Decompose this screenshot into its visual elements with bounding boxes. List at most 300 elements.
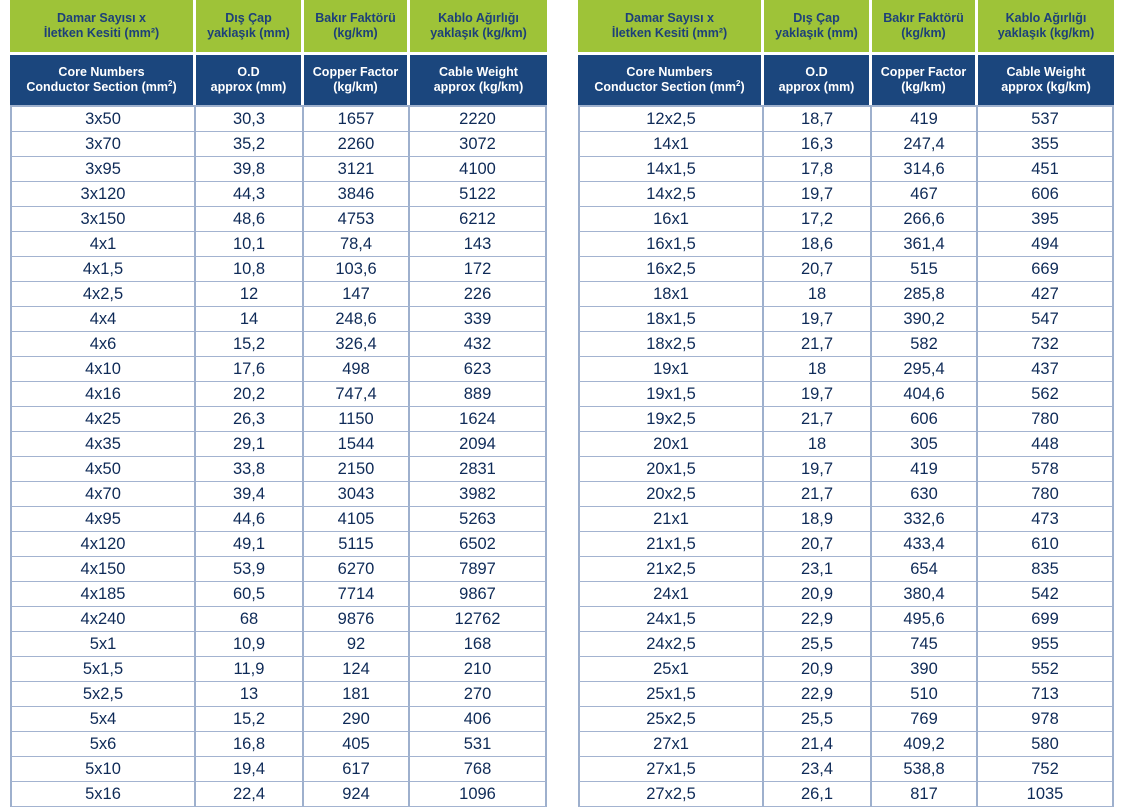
cell-outer-diameter: 21,4	[764, 732, 872, 757]
cell-core-section: 4x50	[10, 457, 196, 482]
cell-copper-factor: 78,4	[304, 232, 410, 257]
cell-outer-diameter: 15,2	[196, 707, 304, 732]
header-od-tr: Dış Çap yaklaşık (mm)	[764, 0, 872, 55]
table-row	[578, 207, 1114, 232]
cell-copper-factor: 6270	[304, 557, 410, 582]
cell-copper-factor: 747,4	[304, 382, 410, 407]
cell-outer-diameter: 26,1	[764, 782, 872, 807]
table-row	[10, 457, 547, 482]
table-row	[10, 157, 547, 182]
table-row	[578, 105, 1114, 132]
header-core-en: Core Numbers Conductor Section $(mm^2)$	[578, 55, 764, 105]
header-od-en: O.D approx (mm)	[196, 55, 304, 105]
table-row	[10, 407, 547, 432]
cell-cable-weight: 547	[978, 307, 1114, 332]
cell-cable-weight: 143	[410, 232, 547, 257]
table-row	[578, 132, 1114, 157]
table-row	[10, 782, 547, 807]
cell-core-section: 4x10	[10, 357, 196, 382]
cell-cable-weight: 780	[978, 482, 1114, 507]
cell-core-section: 27x1,5	[578, 757, 764, 782]
cell-cable-weight: 451	[978, 157, 1114, 182]
cell-cable-weight: 168	[410, 632, 547, 657]
cell-copper-factor: 405	[304, 732, 410, 757]
cell-copper-factor: 404,6	[872, 382, 978, 407]
cell-copper-factor: 247,4	[872, 132, 978, 157]
cell-outer-diameter: 19,7	[764, 457, 872, 482]
cell-copper-factor: 515	[872, 257, 978, 282]
header-copper-factor-en: Copper Factor (kg/km)	[872, 55, 978, 105]
table-row	[578, 707, 1114, 732]
cell-copper-factor: 326,4	[304, 332, 410, 357]
cell-copper-factor: 3043	[304, 482, 410, 507]
table-row	[578, 582, 1114, 607]
cell-cable-weight: 448	[978, 432, 1114, 457]
table-row	[578, 382, 1114, 407]
cell-core-section: 25x1,5	[578, 682, 764, 707]
table-row	[578, 632, 1114, 657]
cell-core-section: 21x1,5	[578, 532, 764, 557]
cell-outer-diameter: 33,8	[196, 457, 304, 482]
header-cable-weight-tr: Kablo Ağırlığı yaklaşık (kg/km)	[410, 0, 547, 55]
cell-outer-diameter: 26,3	[196, 407, 304, 432]
cell-core-section: 21x2,5	[578, 557, 764, 582]
cell-outer-diameter: 20,2	[196, 382, 304, 407]
cell-cable-weight: 395	[978, 207, 1114, 232]
cell-cable-weight: 1035	[978, 782, 1114, 807]
cell-core-section: 3x150	[10, 207, 196, 232]
table-row	[578, 557, 1114, 582]
cell-core-section: 4x2,5	[10, 282, 196, 307]
cell-copper-factor: 285,8	[872, 282, 978, 307]
cell-copper-factor: 3846	[304, 182, 410, 207]
cell-cable-weight: 473	[978, 507, 1114, 532]
cell-cable-weight: 355	[978, 132, 1114, 157]
cell-cable-weight: 494	[978, 232, 1114, 257]
cell-outer-diameter: 22,9	[764, 607, 872, 632]
cell-core-section: 5x16	[10, 782, 196, 807]
cell-core-section: 4x16	[10, 382, 196, 407]
cell-cable-weight: 537	[978, 105, 1114, 132]
table-row	[10, 232, 547, 257]
cell-core-section: 5x10	[10, 757, 196, 782]
cell-outer-diameter: 19,4	[196, 757, 304, 782]
cell-copper-factor: 617	[304, 757, 410, 782]
cell-copper-factor: 817	[872, 782, 978, 807]
table-row	[10, 657, 547, 682]
cell-cable-weight: 580	[978, 732, 1114, 757]
cell-outer-diameter: 18	[764, 282, 872, 307]
header-copper-factor-en: Copper Factor (kg/km)	[304, 55, 410, 105]
table-row	[578, 532, 1114, 557]
cell-copper-factor: 582	[872, 332, 978, 357]
cell-copper-factor: 390,2	[872, 307, 978, 332]
table-row	[578, 457, 1114, 482]
table-row	[578, 782, 1114, 807]
cell-core-section: 4x240	[10, 607, 196, 632]
cell-cable-weight: 4100	[410, 157, 547, 182]
cell-outer-diameter: 39,8	[196, 157, 304, 182]
cell-copper-factor: 2150	[304, 457, 410, 482]
cell-cable-weight: 752	[978, 757, 1114, 782]
cell-core-section: 24x1	[578, 582, 764, 607]
cell-outer-diameter: 68	[196, 607, 304, 632]
cell-core-section: 4x95	[10, 507, 196, 532]
cell-core-section: 20x2,5	[578, 482, 764, 507]
cell-core-section: 5x1	[10, 632, 196, 657]
cell-copper-factor: 295,4	[872, 357, 978, 382]
cell-cable-weight: 3072	[410, 132, 547, 157]
cell-copper-factor: 409,2	[872, 732, 978, 757]
cell-copper-factor: 433,4	[872, 532, 978, 557]
cell-cable-weight: 226	[410, 282, 547, 307]
cell-core-section: 14x1	[578, 132, 764, 157]
cell-cable-weight: 542	[978, 582, 1114, 607]
cell-outer-diameter: 48,6	[196, 207, 304, 232]
cell-cable-weight: 270	[410, 682, 547, 707]
table-row	[578, 432, 1114, 457]
cell-copper-factor: 5115	[304, 532, 410, 557]
cell-core-section: 18x1	[578, 282, 764, 307]
cell-core-section: 3x50	[10, 105, 196, 132]
cell-copper-factor: 305	[872, 432, 978, 457]
table-row	[578, 682, 1114, 707]
cell-copper-factor: 498	[304, 357, 410, 382]
cable-table-right	[578, 0, 1114, 807]
table-row	[578, 182, 1114, 207]
cell-outer-diameter: 39,4	[196, 482, 304, 507]
cell-core-section: 21x1	[578, 507, 764, 532]
cell-core-section: 3x95	[10, 157, 196, 182]
cell-copper-factor: 103,6	[304, 257, 410, 282]
table-row	[10, 432, 547, 457]
header-copper-factor-tr: Bakır Faktörü (kg/km)	[872, 0, 978, 55]
table-row	[578, 657, 1114, 682]
table-row	[10, 105, 547, 132]
cell-outer-diameter: 49,1	[196, 532, 304, 557]
table-body-right	[578, 105, 1114, 807]
cell-outer-diameter: 19,7	[764, 307, 872, 332]
cell-cable-weight: 955	[978, 632, 1114, 657]
cell-cable-weight: 406	[410, 707, 547, 732]
cell-outer-diameter: 19,7	[764, 382, 872, 407]
cell-cable-weight: 699	[978, 607, 1114, 632]
cell-core-section: 4x35	[10, 432, 196, 457]
cell-core-section: 4x150	[10, 557, 196, 582]
cell-core-section: 5x4	[10, 707, 196, 732]
cell-outer-diameter: 53,9	[196, 557, 304, 582]
table-row	[578, 757, 1114, 782]
cell-copper-factor: 332,6	[872, 507, 978, 532]
cell-cable-weight: 172	[410, 257, 547, 282]
cell-core-section: 25x2,5	[578, 707, 764, 732]
cell-outer-diameter: 10,8	[196, 257, 304, 282]
cell-cable-weight: 2220	[410, 105, 547, 132]
cell-cable-weight: 6212	[410, 207, 547, 232]
header-row-english	[578, 55, 1114, 105]
cell-outer-diameter: 60,5	[196, 582, 304, 607]
cell-core-section: 4x25	[10, 407, 196, 432]
cell-copper-factor: 290	[304, 707, 410, 732]
cell-cable-weight: 432	[410, 332, 547, 357]
cell-outer-diameter: 22,9	[764, 682, 872, 707]
table-row	[578, 332, 1114, 357]
cell-outer-diameter: 20,9	[764, 657, 872, 682]
cell-cable-weight: 3982	[410, 482, 547, 507]
cell-copper-factor: 380,4	[872, 582, 978, 607]
cell-outer-diameter: 25,5	[764, 707, 872, 732]
cell-copper-factor: 467	[872, 182, 978, 207]
cell-copper-factor: 92	[304, 632, 410, 657]
cell-outer-diameter: 18	[764, 432, 872, 457]
cell-cable-weight: 768	[410, 757, 547, 782]
cell-copper-factor: 630	[872, 482, 978, 507]
cell-core-section: 18x1,5	[578, 307, 764, 332]
cell-outer-diameter: 15,2	[196, 332, 304, 357]
cell-cable-weight: 889	[410, 382, 547, 407]
cell-outer-diameter: 12	[196, 282, 304, 307]
cell-outer-diameter: 25,5	[764, 632, 872, 657]
cell-copper-factor: 654	[872, 557, 978, 582]
cell-cable-weight: 7897	[410, 557, 547, 582]
table-row	[578, 482, 1114, 507]
table-row	[10, 307, 547, 332]
table-row	[10, 607, 547, 632]
cell-cable-weight: 562	[978, 382, 1114, 407]
cell-core-section: 12x2,5	[578, 105, 764, 132]
table-row	[10, 757, 547, 782]
cell-core-section: 20x1	[578, 432, 764, 457]
cell-outer-diameter: 17,8	[764, 157, 872, 182]
table-row	[10, 382, 547, 407]
table-row	[10, 707, 547, 732]
cell-copper-factor: 248,6	[304, 307, 410, 332]
table-row	[578, 507, 1114, 532]
cell-outer-diameter: 18,7	[764, 105, 872, 132]
cell-cable-weight: 610	[978, 532, 1114, 557]
cell-cable-weight: 339	[410, 307, 547, 332]
cell-core-section: 4x1	[10, 232, 196, 257]
cell-copper-factor: 1150	[304, 407, 410, 432]
table-row	[10, 332, 547, 357]
cell-outer-diameter: 10,9	[196, 632, 304, 657]
cell-core-section: 4x120	[10, 532, 196, 557]
cell-copper-factor: 606	[872, 407, 978, 432]
cell-cable-weight: 2094	[410, 432, 547, 457]
cell-copper-factor: 361,4	[872, 232, 978, 257]
cell-copper-factor: 4753	[304, 207, 410, 232]
header-core-tr: Damar Sayısı x İletken Kesiti (mm²)	[578, 0, 764, 55]
table-row	[10, 207, 547, 232]
cell-core-section: 20x1,5	[578, 457, 764, 482]
cell-cable-weight: 713	[978, 682, 1114, 707]
cell-core-section: 27x2,5	[578, 782, 764, 807]
cell-core-section: 19x1,5	[578, 382, 764, 407]
table-row	[10, 357, 547, 382]
cell-cable-weight: 835	[978, 557, 1114, 582]
cell-outer-diameter: 18,6	[764, 232, 872, 257]
cell-core-section: 18x2,5	[578, 332, 764, 357]
cell-cable-weight: 606	[978, 182, 1114, 207]
cell-core-section: 16x2,5	[578, 257, 764, 282]
table-row	[10, 682, 547, 707]
cell-outer-diameter: 29,1	[196, 432, 304, 457]
cell-cable-weight: 5122	[410, 182, 547, 207]
table-row	[578, 232, 1114, 257]
cell-copper-factor: 7714	[304, 582, 410, 607]
cell-cable-weight: 531	[410, 732, 547, 757]
cell-copper-factor: 2260	[304, 132, 410, 157]
cell-outer-diameter: 18	[764, 357, 872, 382]
cell-copper-factor: 924	[304, 782, 410, 807]
cell-core-section: 3x70	[10, 132, 196, 157]
cell-outer-diameter: 11,9	[196, 657, 304, 682]
cell-core-section: 4x6	[10, 332, 196, 357]
table-row	[10, 632, 547, 657]
cell-outer-diameter: 17,6	[196, 357, 304, 382]
cell-copper-factor: 419	[872, 105, 978, 132]
table-row	[578, 357, 1114, 382]
cell-outer-diameter: 44,6	[196, 507, 304, 532]
cell-copper-factor: 314,6	[872, 157, 978, 182]
table-row	[578, 257, 1114, 282]
cell-outer-diameter: 16,3	[764, 132, 872, 157]
cell-core-section: 27x1	[578, 732, 764, 757]
cell-copper-factor: 510	[872, 682, 978, 707]
cell-copper-factor: 181	[304, 682, 410, 707]
header-row-english	[10, 55, 547, 105]
cell-copper-factor: 4105	[304, 507, 410, 532]
table-row	[578, 307, 1114, 332]
cell-outer-diameter: 21,7	[764, 407, 872, 432]
cell-core-section: 16x1	[578, 207, 764, 232]
table-row	[10, 557, 547, 582]
cell-cable-weight: 552	[978, 657, 1114, 682]
cell-outer-diameter: 20,7	[764, 532, 872, 557]
cell-outer-diameter: 18,9	[764, 507, 872, 532]
cell-core-section: 19x1	[578, 357, 764, 382]
cell-core-section: 3x120	[10, 182, 196, 207]
cell-cable-weight: 669	[978, 257, 1114, 282]
cell-outer-diameter: 13	[196, 682, 304, 707]
table-row	[578, 732, 1114, 757]
cell-cable-weight: 9867	[410, 582, 547, 607]
table-row	[10, 507, 547, 532]
cell-core-section: 24x2,5	[578, 632, 764, 657]
cell-outer-diameter: 14	[196, 307, 304, 332]
cell-copper-factor: 3121	[304, 157, 410, 182]
table-row	[578, 157, 1114, 182]
header-cable-weight-en: Cable Weight approx (kg/km)	[978, 55, 1114, 105]
cell-outer-diameter: 21,7	[764, 482, 872, 507]
table-row	[10, 532, 547, 557]
cell-core-section: 4x1,5	[10, 257, 196, 282]
cable-table-left	[10, 0, 547, 807]
cell-outer-diameter: 35,2	[196, 132, 304, 157]
cell-copper-factor: 147	[304, 282, 410, 307]
cell-cable-weight: 623	[410, 357, 547, 382]
cell-copper-factor: 769	[872, 707, 978, 732]
cell-core-section: 5x6	[10, 732, 196, 757]
table-row	[10, 282, 547, 307]
cell-copper-factor: 266,6	[872, 207, 978, 232]
cell-outer-diameter: 19,7	[764, 182, 872, 207]
cell-core-section: 5x1,5	[10, 657, 196, 682]
table-row	[10, 732, 547, 757]
cell-cable-weight: 978	[978, 707, 1114, 732]
table-row	[10, 582, 547, 607]
cell-cable-weight: 427	[978, 282, 1114, 307]
cell-core-section: 25x1	[578, 657, 764, 682]
cell-copper-factor: 745	[872, 632, 978, 657]
header-od-tr: Dış Çap yaklaşık (mm)	[196, 0, 304, 55]
cell-cable-weight: 437	[978, 357, 1114, 382]
cell-copper-factor: 124	[304, 657, 410, 682]
cell-core-section: 4x185	[10, 582, 196, 607]
cell-core-section: 14x2,5	[578, 182, 764, 207]
cell-cable-weight: 780	[978, 407, 1114, 432]
header-core-en: Core Numbers Conductor Section $(mm^2)$	[10, 55, 196, 105]
cell-core-section: 14x1,5	[578, 157, 764, 182]
header-core-tr: Damar Sayısı x İletken Kesiti (mm²)	[10, 0, 196, 55]
cell-outer-diameter: 21,7	[764, 332, 872, 357]
cell-copper-factor: 9876	[304, 607, 410, 632]
cell-outer-diameter: 17,2	[764, 207, 872, 232]
header-cable-weight-en: Cable Weight approx (kg/km)	[410, 55, 547, 105]
cell-outer-diameter: 16,8	[196, 732, 304, 757]
table-row	[10, 257, 547, 282]
table-row	[578, 282, 1114, 307]
table-row	[10, 132, 547, 157]
cell-outer-diameter: 20,7	[764, 257, 872, 282]
table-row	[10, 482, 547, 507]
cell-cable-weight: 210	[410, 657, 547, 682]
cell-cable-weight: 1096	[410, 782, 547, 807]
cell-outer-diameter: 23,4	[764, 757, 872, 782]
cell-outer-diameter: 30,3	[196, 105, 304, 132]
cell-outer-diameter: 20,9	[764, 582, 872, 607]
cell-core-section: 4x70	[10, 482, 196, 507]
cell-outer-diameter: 23,1	[764, 557, 872, 582]
cell-outer-diameter: 22,4	[196, 782, 304, 807]
cell-cable-weight: 578	[978, 457, 1114, 482]
cell-cable-weight: 6502	[410, 532, 547, 557]
cell-cable-weight: 1624	[410, 407, 547, 432]
cell-outer-diameter: 44,3	[196, 182, 304, 207]
cell-copper-factor: 390	[872, 657, 978, 682]
header-od-en: O.D approx (mm)	[764, 55, 872, 105]
cell-copper-factor: 419	[872, 457, 978, 482]
cell-cable-weight: 12762	[410, 607, 547, 632]
cell-outer-diameter: 10,1	[196, 232, 304, 257]
cell-core-section: 4x4	[10, 307, 196, 332]
table-row	[578, 607, 1114, 632]
header-cable-weight-tr: Kablo Ağırlığı yaklaşık (kg/km)	[978, 0, 1114, 55]
header-row-turkish	[578, 0, 1114, 55]
cell-cable-weight: 2831	[410, 457, 547, 482]
header-row-turkish	[10, 0, 547, 55]
cell-cable-weight: 732	[978, 332, 1114, 357]
cell-copper-factor: 495,6	[872, 607, 978, 632]
cell-core-section: 5x2,5	[10, 682, 196, 707]
table-row	[578, 407, 1114, 432]
cell-copper-factor: 1544	[304, 432, 410, 457]
cell-core-section: 19x2,5	[578, 407, 764, 432]
table-body-left	[10, 105, 547, 807]
cell-copper-factor: 538,8	[872, 757, 978, 782]
cell-copper-factor: 1657	[304, 105, 410, 132]
header-copper-factor-tr: Bakır Faktörü (kg/km)	[304, 0, 410, 55]
